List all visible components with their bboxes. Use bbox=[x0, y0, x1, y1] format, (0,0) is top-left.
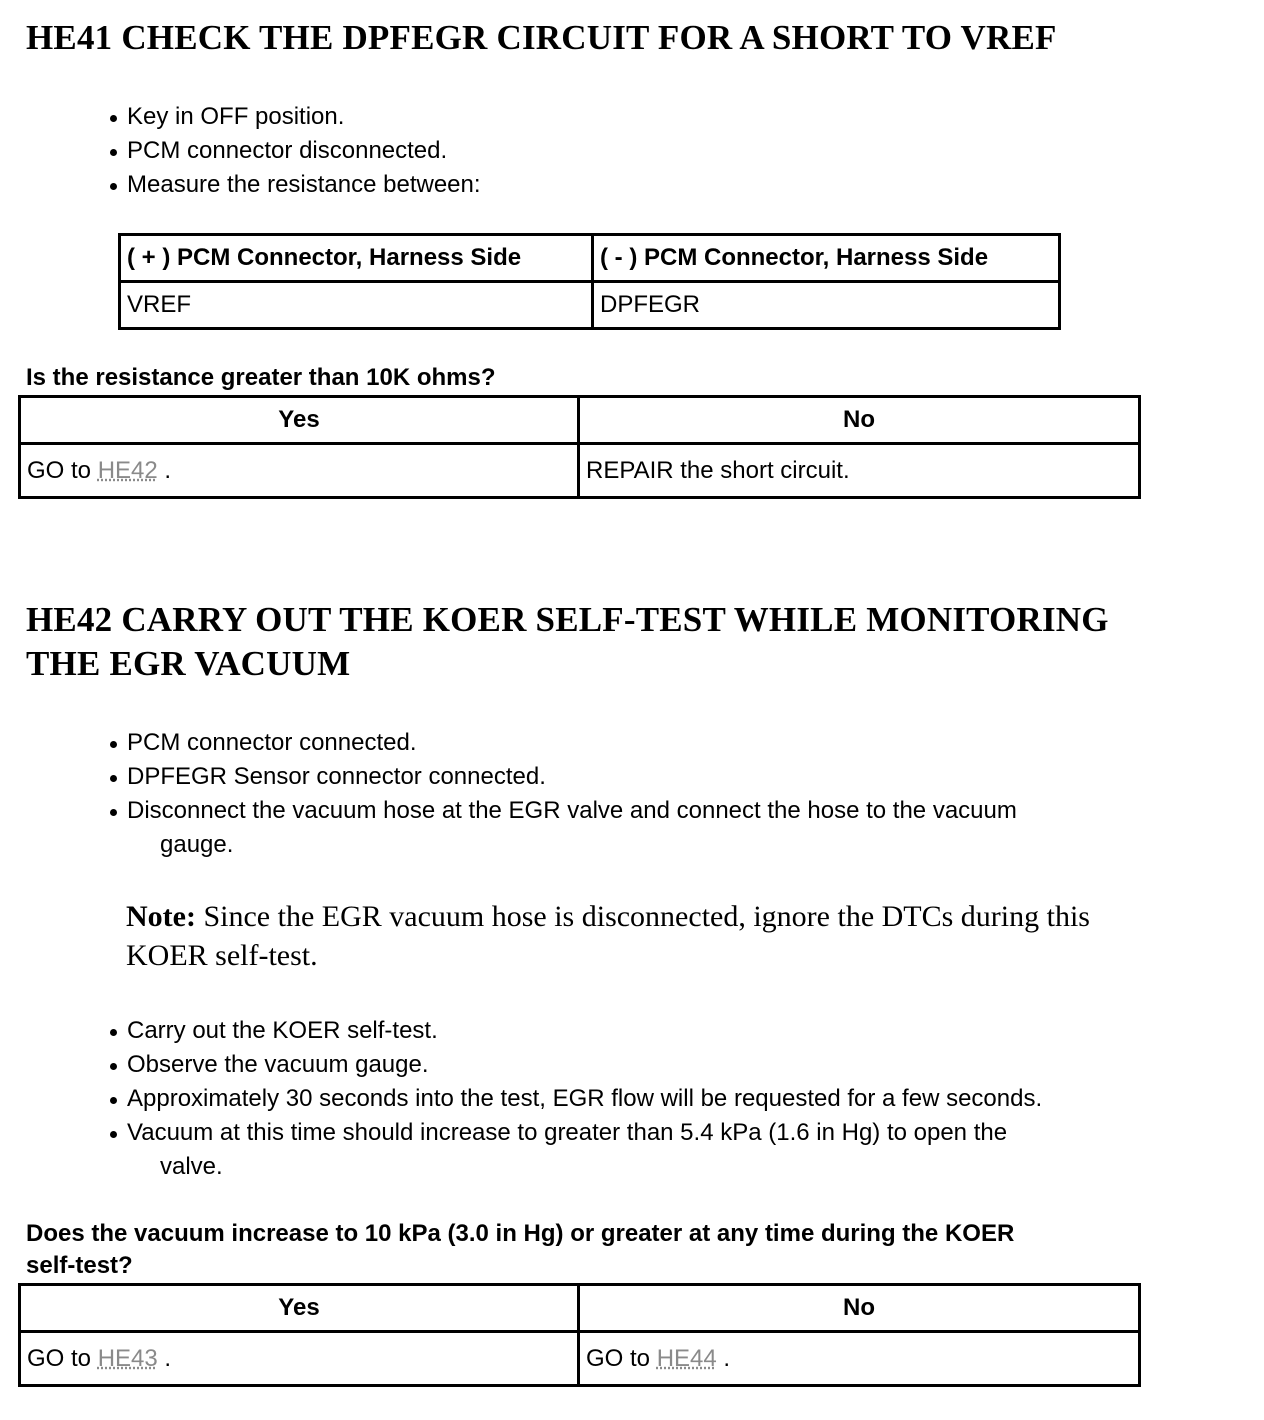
period: . bbox=[164, 1344, 172, 1372]
yes-cell bbox=[20, 444, 579, 498]
he42-steps-a bbox=[108, 726, 1017, 862]
link-he44[interactable]: HE44 bbox=[656, 1344, 717, 1372]
pin-table-cell-negative: DPFEGR bbox=[593, 282, 1060, 329]
he41-question: Is the resistance greater than 10K ohms? bbox=[26, 364, 496, 391]
yes-header: Yes bbox=[20, 397, 579, 444]
go-to-label: GO to bbox=[586, 1344, 651, 1372]
go-to-label: GO to bbox=[27, 456, 92, 484]
he42-heading bbox=[26, 598, 1109, 686]
period: . bbox=[164, 456, 172, 484]
yes-header: Yes bbox=[20, 1285, 579, 1332]
yes-cell bbox=[20, 1332, 579, 1386]
note bbox=[126, 897, 1226, 975]
list-item-text: Disconnect the vacuum hose at the EGR valve and connect the hose to the vacuum bbox=[127, 797, 1017, 824]
list-item-continuation: valve. bbox=[160, 1153, 223, 1180]
pin-table bbox=[118, 233, 1061, 330]
list-item: DPFEGR Sensor connector connected. bbox=[108, 760, 1017, 794]
list-item: Measure the resistance between: bbox=[108, 168, 481, 202]
link-he42[interactable]: HE42 bbox=[97, 456, 158, 484]
list-item bbox=[108, 794, 1017, 862]
no-cell: REPAIR the short circuit. bbox=[579, 444, 1140, 498]
list-item: PCM connector connected. bbox=[108, 726, 1017, 760]
list-item-continuation: gauge. bbox=[160, 831, 234, 858]
he42-heading-line1: HE42 CARRY OUT THE KOER SELF-TEST WHILE MONITORING bbox=[26, 600, 1109, 639]
he42-answer-table bbox=[18, 1283, 1141, 1387]
go-to-label: GO to bbox=[27, 1344, 92, 1372]
he41-heading: HE41 CHECK THE DPFEGR CIRCUIT FOR A SHORT TO VREF bbox=[26, 18, 1057, 57]
he42-heading-line2: THE EGR VACUUM bbox=[26, 644, 351, 683]
he41-steps bbox=[108, 100, 481, 202]
list-item: Carry out the KOER self-test. bbox=[108, 1014, 1042, 1048]
period: . bbox=[723, 1344, 731, 1372]
he42-question-line2: self-test? bbox=[26, 1252, 133, 1279]
pin-table-header-positive: ( + ) PCM Connector, Harness Side bbox=[120, 235, 593, 282]
he42-steps-b bbox=[108, 1014, 1042, 1184]
list-item bbox=[108, 1116, 1042, 1184]
list-item-text: Vacuum at this time should increase to greater than 5.4 kPa (1.6 in Hg) to open the bbox=[127, 1119, 1008, 1146]
no-header: No bbox=[579, 397, 1140, 444]
no-cell bbox=[579, 1332, 1140, 1386]
note-line2: KOER self-test. bbox=[126, 939, 318, 972]
he41-answer-table bbox=[18, 395, 1141, 499]
he42-question bbox=[26, 1218, 1014, 1282]
list-item: PCM connector disconnected. bbox=[108, 134, 481, 168]
pin-table-cell-positive: VREF bbox=[120, 282, 593, 329]
list-item: Approximately 30 seconds into the test, EGR flow will be requested for a few seconds. bbox=[108, 1082, 1042, 1116]
note-line1: Since the EGR vacuum hose is disconnected, ignore the DTCs during this bbox=[203, 900, 1090, 933]
link-he43[interactable]: HE43 bbox=[97, 1344, 158, 1372]
he42-question-line1: Does the vacuum increase to 10 kPa (3.0 in Hg) or greater at any time during the KOER bbox=[26, 1220, 1015, 1247]
list-item: Key in OFF position. bbox=[108, 100, 481, 134]
no-header: No bbox=[579, 1285, 1140, 1332]
pin-table-header-negative: ( - ) PCM Connector, Harness Side bbox=[593, 235, 1060, 282]
list-item: Observe the vacuum gauge. bbox=[108, 1048, 1042, 1082]
note-label: Note: bbox=[126, 900, 196, 933]
